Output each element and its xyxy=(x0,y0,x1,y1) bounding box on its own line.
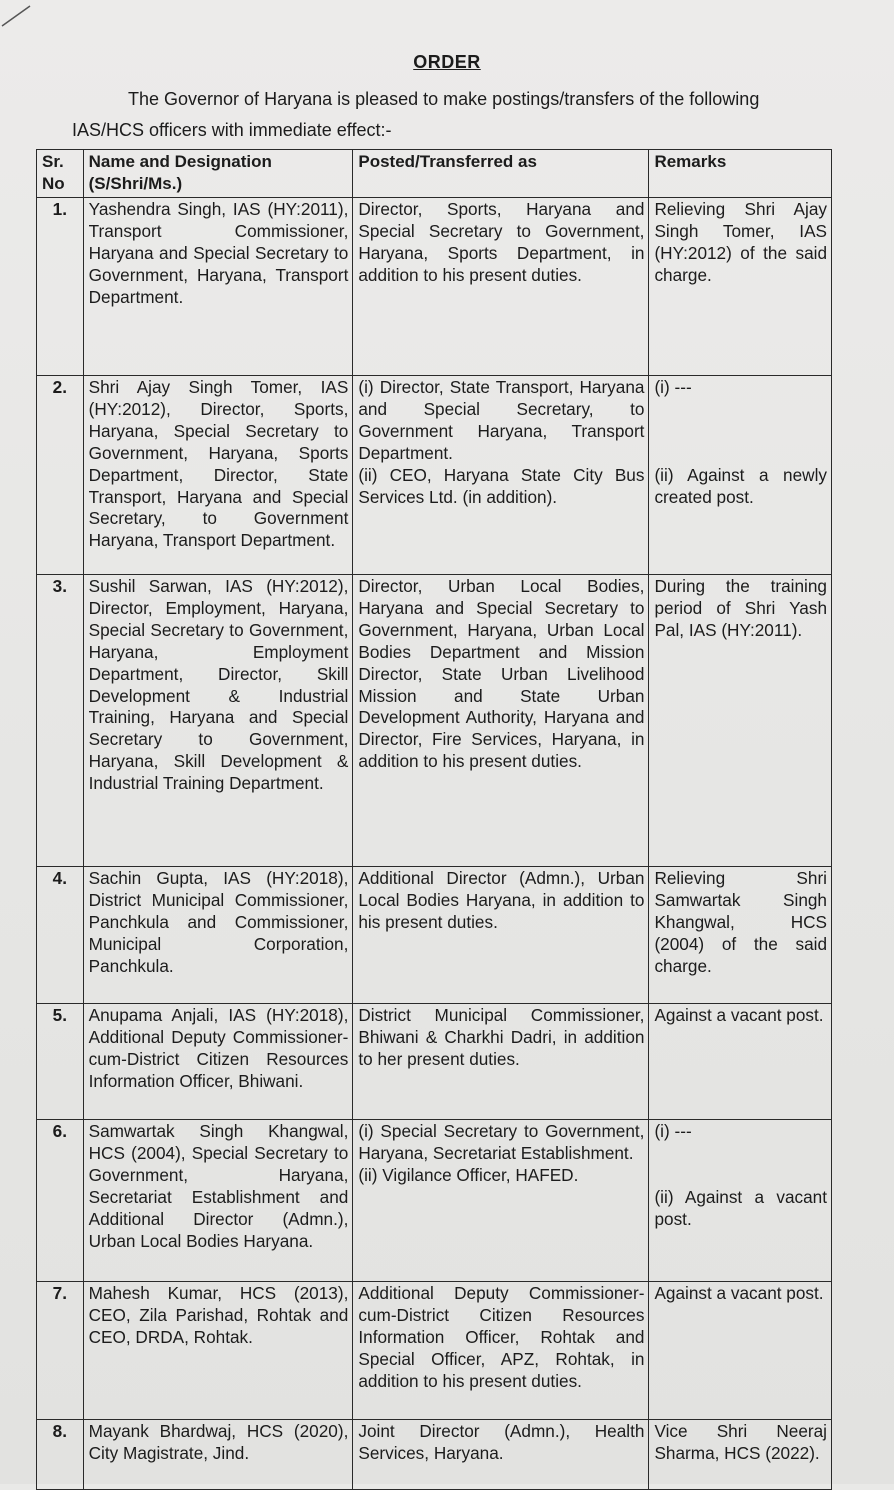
row-posted xyxy=(353,1120,649,1282)
row-name-designation: Shri Ajay Singh Tomer, IAS (HY:2012), Director, Sports, Haryana, Special Secretary to Government, Haryana, Sports Department, Director, State Transport, Haryana and Special Secretary, to Government Haryana, Transport Department. xyxy=(83,376,353,575)
row-posted: Director, Sports, Haryana and Special Secretary to Government, Haryana, Sports Department, in addition to his present duties. xyxy=(353,198,649,376)
row-remarks: Against a vacant post. xyxy=(649,1282,832,1420)
intro-line-1: The Governor of Haryana is pleased to make postings/transfers of the following xyxy=(128,89,760,109)
row-name-designation: Sushil Sarwan, IAS (HY:2012), Director, Employment, Haryana, Special Secretary to Government, Haryana, Employment Department, Director, Skill Development & Industrial Training, Haryana and Special Secretary to Government, Haryana, Skill Development & Industrial Training Department. xyxy=(83,575,353,867)
table-header-row xyxy=(37,150,832,198)
row-remarks: Relieving Shri Ajay Singh Tomer, IAS (HY:2012) of the said charge. xyxy=(649,198,832,376)
row-name-designation: Mahesh Kumar, HCS (2013), CEO, Zila Parishad, Rohtak and CEO, DRDA, Rohtak. xyxy=(83,1282,353,1420)
posted-item-2: (ii) Vigilance Officer, HAFED. xyxy=(358,1164,579,1185)
remarks-item-1: (i) --- xyxy=(654,1121,692,1141)
header-name-designation: Name and Designation (S/Shri/Ms.) xyxy=(83,150,353,198)
header-sr-no: Sr. No xyxy=(37,150,84,198)
row-sr-no: 3. xyxy=(37,575,84,867)
row-name-designation: Sachin Gupta, IAS (HY:2018), District Municipal Commissioner, Panchkula and Commissioner, Municipal Corporation, Panchkula. xyxy=(83,867,353,1004)
row-sr-no: 6. xyxy=(37,1120,84,1282)
table-row xyxy=(37,1282,832,1420)
table-row xyxy=(37,1004,832,1120)
row-remarks: Relieving Shri Samwartak Singh Khangwal, HCS (2004) of the said charge. xyxy=(649,867,832,1004)
row-posted: Director, Urban Local Bodies, Haryana and Special Secretary to Government, Haryana, Urban Local Bodies Department and Mission Director, State Urban Livelihood Mission and State Urban Development Authority, Haryana and Director, Fire Services, Haryana, in addition to his present duties. xyxy=(353,575,649,867)
row-sr-no: 7. xyxy=(37,1282,84,1420)
header-remarks: Remarks xyxy=(649,150,832,198)
table-row xyxy=(37,867,832,1004)
row-remarks xyxy=(649,1120,832,1282)
row-posted: Additional Director (Admn.), Urban Local Bodies Haryana, in addition to his present duties. xyxy=(353,867,649,1004)
row-name-designation: Anupama Anjali, IAS (HY:2018), Additional Deputy Commissioner-cum-District Citizen Resources Information Officer, Bhiwani. xyxy=(83,1004,353,1120)
posted-item-2: (ii) CEO, Haryana State City Bus Services Ltd. (in addition). xyxy=(358,464,645,507)
intro-line-2: IAS/HCS officers with immediate effect:- xyxy=(72,120,392,140)
row-name-designation: Mayank Bhardwaj, HCS (2020), City Magistrate, Jind. xyxy=(83,1420,353,1490)
remarks-item-2: (ii) Against a newly created post. xyxy=(654,464,827,507)
row-posted: Additional Deputy Commissioner-cum-District Citizen Resources Information Officer, Rohtak and Special Officer, APZ, Rohtak, in addition to his present duties. xyxy=(353,1282,649,1420)
row-remarks: Against a vacant post. xyxy=(649,1004,832,1120)
row-name-designation: Yashendra Singh, IAS (HY:2011), Transport Commissioner, Haryana and Special Secretary to Government, Haryana, Transport Department. xyxy=(83,198,353,376)
row-posted: District Municipal Commissioner, Bhiwani & Charkhi Dadri, in addition to her present duties. xyxy=(353,1004,649,1120)
row-sr-no: 4. xyxy=(37,867,84,1004)
table-row xyxy=(37,575,832,867)
pen-mark xyxy=(0,0,40,30)
row-remarks: Vice Shri Neeraj Sharma, HCS (2022). xyxy=(649,1420,832,1490)
table-row xyxy=(37,1120,832,1282)
header-posted-transferred: Posted/Transferred as xyxy=(353,150,649,198)
order-title: ORDER xyxy=(413,52,481,72)
row-posted xyxy=(353,376,649,575)
postings-table xyxy=(36,149,832,1490)
posted-item-1: (i) Director, State Transport, Haryana and Special Secretary, to Government Haryana, Transport Department. xyxy=(358,377,645,463)
row-sr-no: 5. xyxy=(37,1004,84,1120)
order-intro xyxy=(72,84,832,146)
row-posted: Joint Director (Admn.), Health Services, Haryana. xyxy=(353,1420,649,1490)
row-sr-no: 2. xyxy=(37,376,84,575)
table-row xyxy=(37,1420,832,1490)
row-sr-no: 1. xyxy=(37,198,84,376)
remarks-item-2: (ii) Against a vacant post. xyxy=(654,1186,827,1229)
row-name-designation: Samwartak Singh Khangwal, HCS (2004), Special Secretary to Government, Haryana, Secretariat Establishment and Additional Director (Admn.), Urban Local Bodies Haryana. xyxy=(83,1120,353,1282)
row-sr-no: 8. xyxy=(37,1420,84,1490)
row-remarks: During the training period of Shri Yash Pal, IAS (HY:2011). xyxy=(649,575,832,867)
row-remarks xyxy=(649,376,832,575)
posted-item-1: (i) Special Secretary to Government, Haryana, Secretariat Establishment. xyxy=(358,1121,645,1163)
table-row xyxy=(37,376,832,575)
table-row xyxy=(37,198,832,376)
remarks-item-1: (i) --- xyxy=(654,377,692,397)
